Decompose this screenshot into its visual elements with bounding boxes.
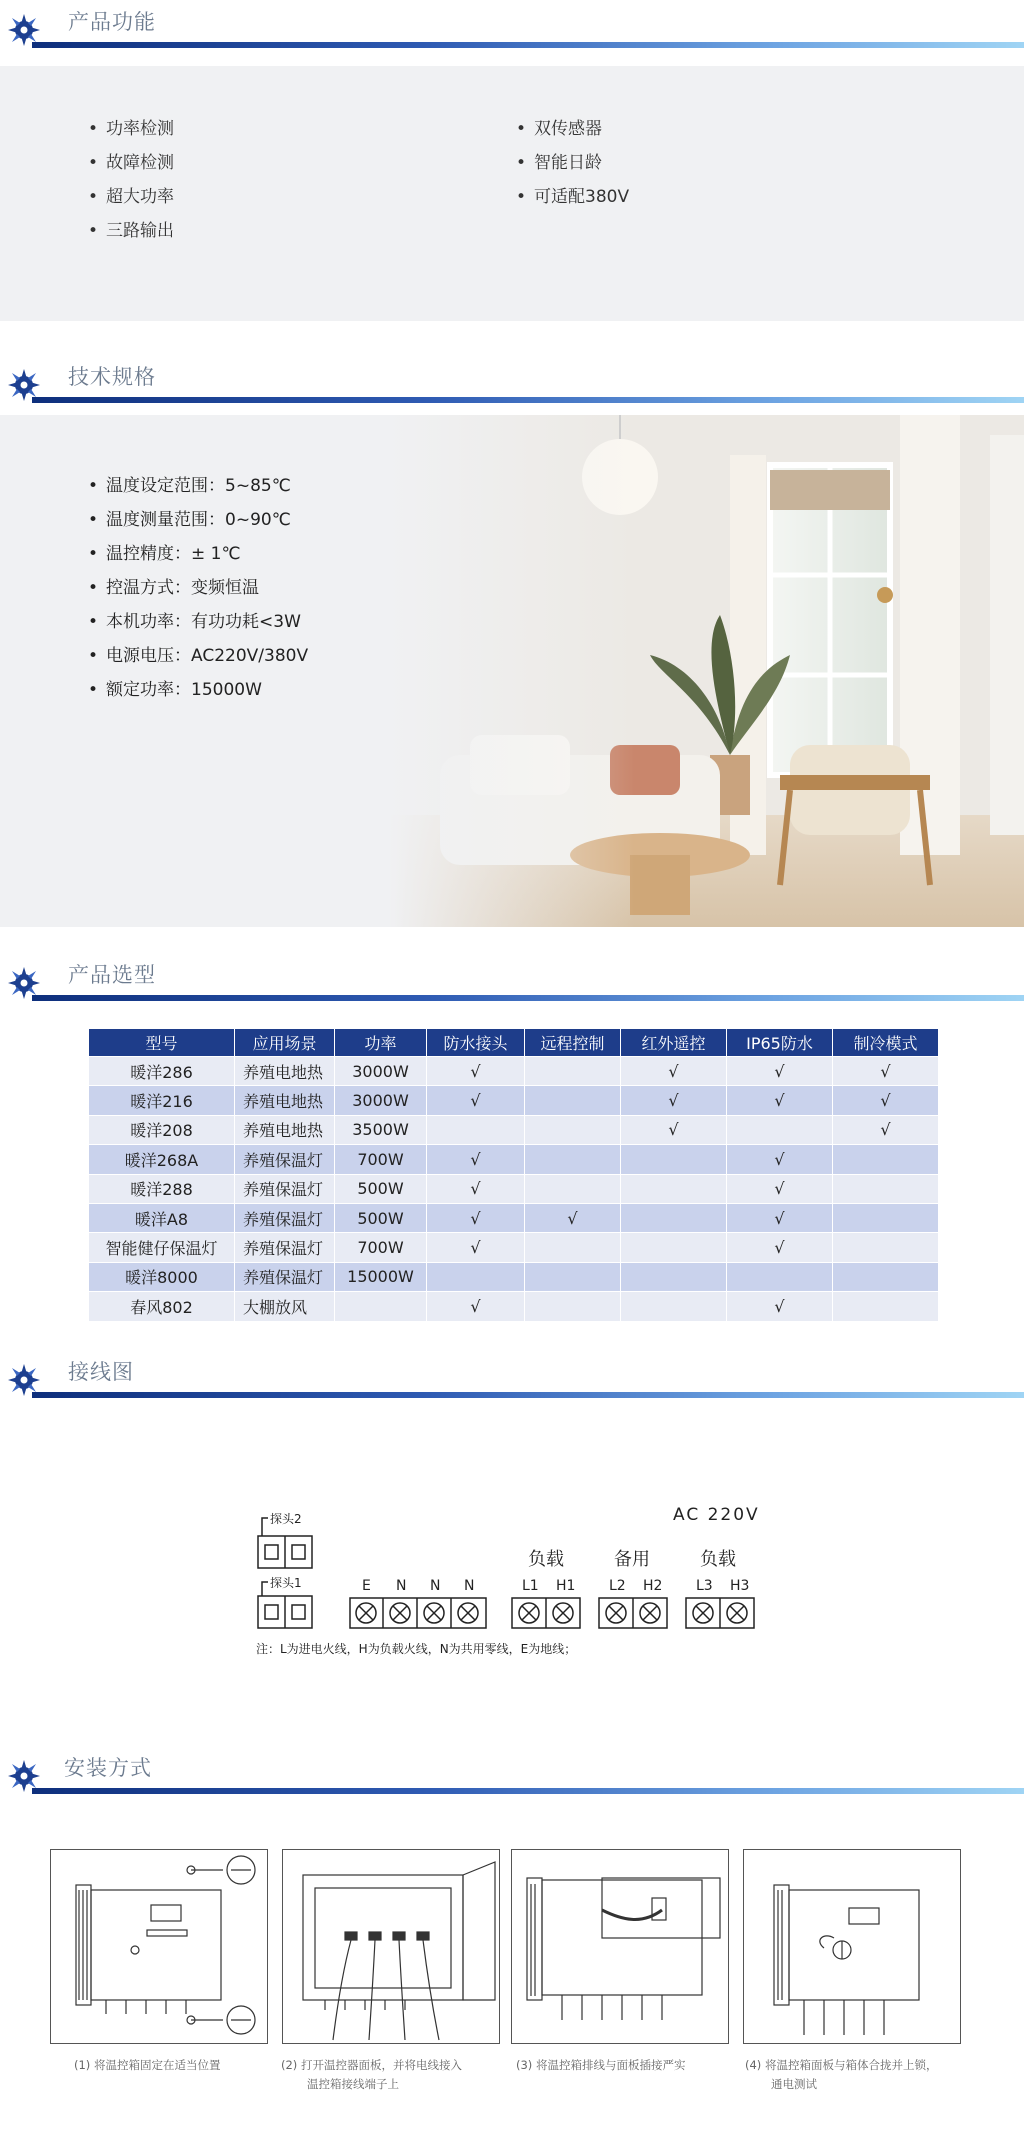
group-label-spare: 备用 xyxy=(614,1549,650,1570)
table-cell: √ xyxy=(833,1086,939,1115)
table-cell: √ xyxy=(833,1115,939,1144)
table-cell xyxy=(621,1292,727,1321)
column-header: 红外遥控 xyxy=(621,1029,727,1057)
section-title: 产品选型 xyxy=(68,963,156,987)
list-item: • 可适配380V xyxy=(516,180,629,214)
table-cell: 大棚放风 xyxy=(235,1292,335,1321)
table-cell: 3500W xyxy=(335,1115,427,1144)
column-header: 应用场景 xyxy=(235,1029,335,1057)
table-cell xyxy=(525,1086,621,1115)
table-cell: √ xyxy=(427,1174,525,1203)
table-cell: √ xyxy=(727,1086,833,1115)
caption-line: 温控箱接线端子上 xyxy=(307,2077,399,2091)
table-cell: 暖洋216 xyxy=(89,1086,235,1115)
table-cell: 智能健仔保温灯 xyxy=(89,1233,235,1262)
terminal-label: L1 xyxy=(522,1578,539,1594)
table-cell: 养殖电地热 xyxy=(235,1057,335,1086)
features-right-list xyxy=(516,112,629,214)
table-cell: √ xyxy=(427,1057,525,1086)
table-cell xyxy=(525,1057,621,1086)
table-cell: √ xyxy=(621,1057,727,1086)
list-item: • 额定功率：15000W xyxy=(88,673,308,707)
terminal-label: E xyxy=(362,1578,371,1594)
table-cell: 暖洋286 xyxy=(89,1057,235,1086)
terminal-label: L2 xyxy=(609,1578,626,1594)
table-cell: 养殖电地热 xyxy=(235,1086,335,1115)
table-cell: 500W xyxy=(335,1174,427,1203)
table-row xyxy=(89,1233,939,1262)
section-title: 接线图 xyxy=(68,1360,134,1384)
table-cell xyxy=(621,1145,727,1174)
install-step-2-illustration xyxy=(282,1849,500,2044)
table-cell: √ xyxy=(727,1145,833,1174)
terminal-label: H3 xyxy=(730,1578,750,1594)
section-header-specs xyxy=(0,355,1024,407)
list-item: • 温控精度：± 1℃ xyxy=(88,537,308,571)
install-caption-1 xyxy=(74,2056,220,2075)
table-cell xyxy=(621,1174,727,1203)
table-cell: 养殖保温灯 xyxy=(235,1233,335,1262)
section-title: 技术规格 xyxy=(68,365,156,389)
table-cell: 养殖保温灯 xyxy=(235,1174,335,1203)
table-header-row xyxy=(89,1029,939,1057)
list-item: • 故障检测 xyxy=(88,146,174,180)
table-cell xyxy=(335,1292,427,1321)
table-cell xyxy=(833,1145,939,1174)
install-caption-2 xyxy=(281,2056,462,2094)
terminal-label: N xyxy=(396,1578,407,1594)
table-cell xyxy=(727,1115,833,1144)
list-item: • 功率检测 xyxy=(88,112,174,146)
table-cell: 养殖保温灯 xyxy=(235,1145,335,1174)
list-item: • 双传感器 xyxy=(516,112,629,146)
table-cell: 700W xyxy=(335,1145,427,1174)
table-cell: √ xyxy=(727,1233,833,1262)
table-cell: √ xyxy=(727,1292,833,1321)
install-step-1-illustration xyxy=(50,1849,268,2044)
column-header: 防水接头 xyxy=(427,1029,525,1057)
header-gradient-bar xyxy=(32,1788,1024,1794)
table-cell: √ xyxy=(427,1086,525,1115)
table-cell: √ xyxy=(727,1057,833,1086)
ac-voltage-label: AC 220V xyxy=(673,1505,760,1525)
caption-line: (2) 打开温控器面板，并将电线接入 xyxy=(281,2058,462,2072)
table-cell: √ xyxy=(621,1086,727,1115)
list-item: • 温度测量范围：0~90℃ xyxy=(88,503,308,537)
table-cell xyxy=(833,1233,939,1262)
table-cell: 暖洋208 xyxy=(89,1115,235,1144)
table-cell: √ xyxy=(525,1203,621,1232)
column-header: 型号 xyxy=(89,1029,235,1057)
table-cell xyxy=(833,1203,939,1232)
group-label-load: 负载 xyxy=(528,1549,564,1570)
header-gradient-bar xyxy=(32,1392,1024,1398)
table-cell: √ xyxy=(621,1115,727,1144)
header-gradient-bar xyxy=(32,42,1024,48)
table-cell: 暖洋268A xyxy=(89,1145,235,1174)
table-cell xyxy=(833,1292,939,1321)
list-item: • 智能日龄 xyxy=(516,146,629,180)
table-row xyxy=(89,1292,939,1321)
caption-line: (3) 将温控箱排线与面板插接严实 xyxy=(516,2058,686,2072)
table-cell xyxy=(525,1145,621,1174)
table-cell xyxy=(621,1203,727,1232)
caption-line: 通电测试 xyxy=(771,2077,817,2091)
table-cell: 3000W xyxy=(335,1086,427,1115)
table-cell: √ xyxy=(427,1292,525,1321)
table-cell xyxy=(727,1262,833,1291)
section-header-install xyxy=(0,1746,1024,1798)
table-cell: 暖洋A8 xyxy=(89,1203,235,1232)
install-step-3-illustration xyxy=(511,1849,729,2044)
table-cell: 15000W xyxy=(335,1262,427,1291)
list-item: • 电源电压：AC220V/380V xyxy=(88,639,308,673)
table-cell: 养殖保温灯 xyxy=(235,1262,335,1291)
section-header-wiring xyxy=(0,1350,1024,1402)
specs-panel xyxy=(0,415,1024,927)
install-caption-3 xyxy=(516,2056,685,2075)
section-header-features xyxy=(0,0,1024,52)
table-cell xyxy=(525,1115,621,1144)
table-row xyxy=(89,1057,939,1086)
table-cell xyxy=(525,1262,621,1291)
specs-list xyxy=(88,469,308,707)
list-item: • 温度设定范围：5~85℃ xyxy=(88,469,308,503)
table-row xyxy=(89,1115,939,1144)
header-gradient-bar xyxy=(32,995,1024,1001)
table-row xyxy=(89,1174,939,1203)
section-header-selection xyxy=(0,953,1024,1005)
table-cell xyxy=(621,1233,727,1262)
table-cell: 3000W xyxy=(335,1057,427,1086)
probe2-label: 探头2 xyxy=(270,1512,302,1526)
table-cell: √ xyxy=(427,1233,525,1262)
table-cell: 暖洋8000 xyxy=(89,1262,235,1291)
terminal-label: H1 xyxy=(556,1578,576,1594)
table-cell: √ xyxy=(727,1203,833,1232)
model-selection-table xyxy=(88,1028,939,1322)
table-cell xyxy=(427,1262,525,1291)
table-row xyxy=(89,1262,939,1291)
table-cell: √ xyxy=(427,1203,525,1232)
list-item: • 超大功率 xyxy=(88,180,174,214)
table-cell: 700W xyxy=(335,1233,427,1262)
header-gradient-bar xyxy=(32,397,1024,403)
table-cell: √ xyxy=(427,1145,525,1174)
caption-line: (1) 将温控箱固定在适当位置 xyxy=(74,2058,221,2072)
section-title: 产品功能 xyxy=(68,10,156,34)
caption-line: (4) 将温控箱面板与箱体合拢并上锁， xyxy=(745,2058,938,2072)
table-cell: 养殖电地热 xyxy=(235,1115,335,1144)
install-step-4-illustration xyxy=(743,1849,961,2044)
column-header: IP65防水 xyxy=(727,1029,833,1057)
table-row xyxy=(89,1203,939,1232)
wiring-note: 注：L为进电火线，H为负载火线，N为共用零线，E为地线； xyxy=(256,1642,577,1656)
table-cell xyxy=(525,1174,621,1203)
terminal-label: N xyxy=(430,1578,441,1594)
column-header: 制冷模式 xyxy=(833,1029,939,1057)
table-cell: 养殖保温灯 xyxy=(235,1203,335,1232)
table-cell xyxy=(427,1115,525,1144)
table-cell xyxy=(525,1292,621,1321)
table-cell: √ xyxy=(727,1174,833,1203)
features-left-list xyxy=(88,112,174,248)
terminal-blocks-drawing xyxy=(0,1500,1024,1640)
terminal-label: L3 xyxy=(696,1578,713,1594)
terminal-label: N xyxy=(464,1578,475,1594)
table-cell: 春风802 xyxy=(89,1292,235,1321)
list-item: • 三路输出 xyxy=(88,214,174,248)
install-caption-4 xyxy=(745,2056,937,2094)
column-header: 远程控制 xyxy=(525,1029,621,1057)
table-cell xyxy=(525,1233,621,1262)
table-row xyxy=(89,1145,939,1174)
column-header: 功率 xyxy=(335,1029,427,1057)
table-cell: 暖洋288 xyxy=(89,1174,235,1203)
table-row xyxy=(89,1086,939,1115)
terminal-label: H2 xyxy=(643,1578,663,1594)
table-cell xyxy=(621,1262,727,1291)
table-cell: 500W xyxy=(335,1203,427,1232)
features-panel xyxy=(0,66,1024,321)
section-title: 安装方式 xyxy=(64,1756,152,1780)
table-cell xyxy=(833,1262,939,1291)
table-cell xyxy=(833,1174,939,1203)
group-label-load: 负载 xyxy=(700,1549,736,1570)
table-cell: √ xyxy=(833,1057,939,1086)
list-item: • 本机功率：有功功耗<3W xyxy=(88,605,308,639)
list-item: • 控温方式：变频恒温 xyxy=(88,571,308,605)
probe1-label: 探头1 xyxy=(270,1576,302,1590)
